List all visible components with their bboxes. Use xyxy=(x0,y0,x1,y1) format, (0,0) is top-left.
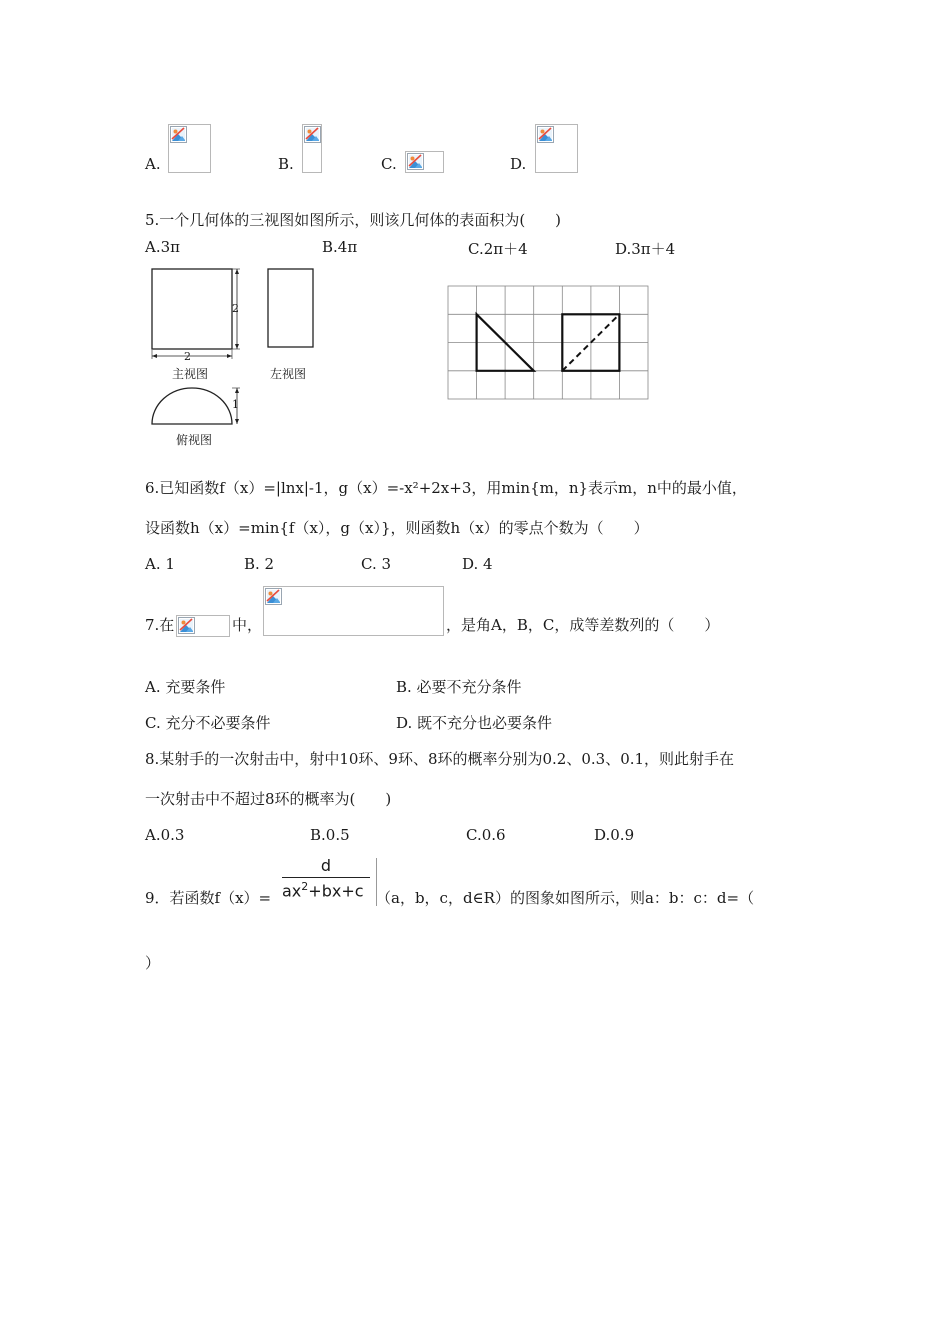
q9-suffix: （a，b，c，d∈R）的图象如图所示，则a：b：c：d=（ xyxy=(376,889,755,907)
broken-image-icon xyxy=(537,126,554,143)
q8-option-a: A.0.3 xyxy=(145,826,185,844)
q6-line1: 6.已知函数f（x）=|lnx|-1，g（x）=-x²+2x+3，用min{m，n}表示m，n中的最小值， xyxy=(145,479,747,497)
grid-figure xyxy=(445,283,650,401)
top-view-semicircle xyxy=(152,388,232,424)
broken-image-icon xyxy=(265,588,282,605)
q6-option-d: D. 4 xyxy=(462,555,493,573)
q8-option-d: D.0.9 xyxy=(594,826,635,844)
q8-line1: 8.某射手的一次射击中，射中10环、9环、8环的概率分别为0.2、0.3、0.1，则此射手在 xyxy=(145,750,735,768)
q4-option-d-label: D. xyxy=(510,155,527,173)
q9-denominator: $ax^2+bx+c$ xyxy=(282,880,364,901)
q7-option-d: D. 既不充分也必要条件 xyxy=(396,714,553,732)
broken-image-icon xyxy=(407,153,424,170)
q9-prefix: 9．若函数f（x）= xyxy=(145,889,272,907)
dim-width-label: 2 xyxy=(184,350,191,363)
three-view-figure xyxy=(140,262,330,452)
q4-option-b-image xyxy=(302,124,322,173)
q5-stem: 5.一个几何体的三视图如图所示，则该几何体的表面积为( ) xyxy=(145,211,562,229)
broken-image-icon xyxy=(178,617,195,634)
q9-numerator: d xyxy=(320,856,332,875)
dim-height-label: 2 xyxy=(232,302,239,315)
q4-option-b-label: B. xyxy=(278,155,294,173)
broken-image-icon xyxy=(170,126,187,143)
q9-close: ） xyxy=(145,954,161,972)
q6-option-c: C. 3 xyxy=(361,555,392,573)
q8-option-c: C.0.6 xyxy=(466,826,506,844)
q4-option-c-label: C. xyxy=(381,155,397,173)
q5-option-d: D.3π＋4 xyxy=(615,240,676,258)
q4-option-d-image xyxy=(535,124,578,173)
q6-line2: 设函数h（x）=min{f（x），g（x）}，则函数h（x）的零点个数为（ ） xyxy=(145,519,649,537)
q7-option-a: A. 充要条件 xyxy=(145,678,226,696)
side-view-rect xyxy=(268,269,313,347)
q9-fraction-formula xyxy=(280,858,380,908)
fraction-bar xyxy=(282,877,370,878)
q7-suffix: ，是角A，B，C，成等差数列的（ ） xyxy=(446,616,720,634)
q7-formula-image xyxy=(263,586,444,636)
q8-line2: 一次射击中不超过8环的概率为( ) xyxy=(145,790,392,808)
q7-triangle-image xyxy=(176,615,230,637)
q7-option-c: C. 充分不必要条件 xyxy=(145,714,271,732)
q5-option-b: B.4π xyxy=(322,238,358,256)
q4-option-a-image xyxy=(168,124,211,173)
q8-option-b: B.0.5 xyxy=(310,826,350,844)
q7-mid: 中， xyxy=(232,616,263,634)
front-view-square xyxy=(152,269,232,349)
broken-image-icon xyxy=(304,126,321,143)
front-view-caption: 主视图 xyxy=(172,367,209,381)
top-view-caption: 俯视图 xyxy=(176,433,213,447)
q7-prefix: 7.在 xyxy=(145,616,175,634)
q4-option-c-image xyxy=(405,151,444,173)
q4-option-a-label: A. xyxy=(145,155,161,173)
q6-option-b: B. 2 xyxy=(244,555,275,573)
q6-option-a: A. 1 xyxy=(145,555,175,573)
q5-option-c: C.2π＋4 xyxy=(468,240,528,258)
q5-option-a: A.3π xyxy=(145,238,181,256)
dim-top-label: 1 xyxy=(232,398,239,411)
q7-option-b: B. 必要不充分条件 xyxy=(396,678,522,696)
side-view-caption: 左视图 xyxy=(270,367,307,381)
